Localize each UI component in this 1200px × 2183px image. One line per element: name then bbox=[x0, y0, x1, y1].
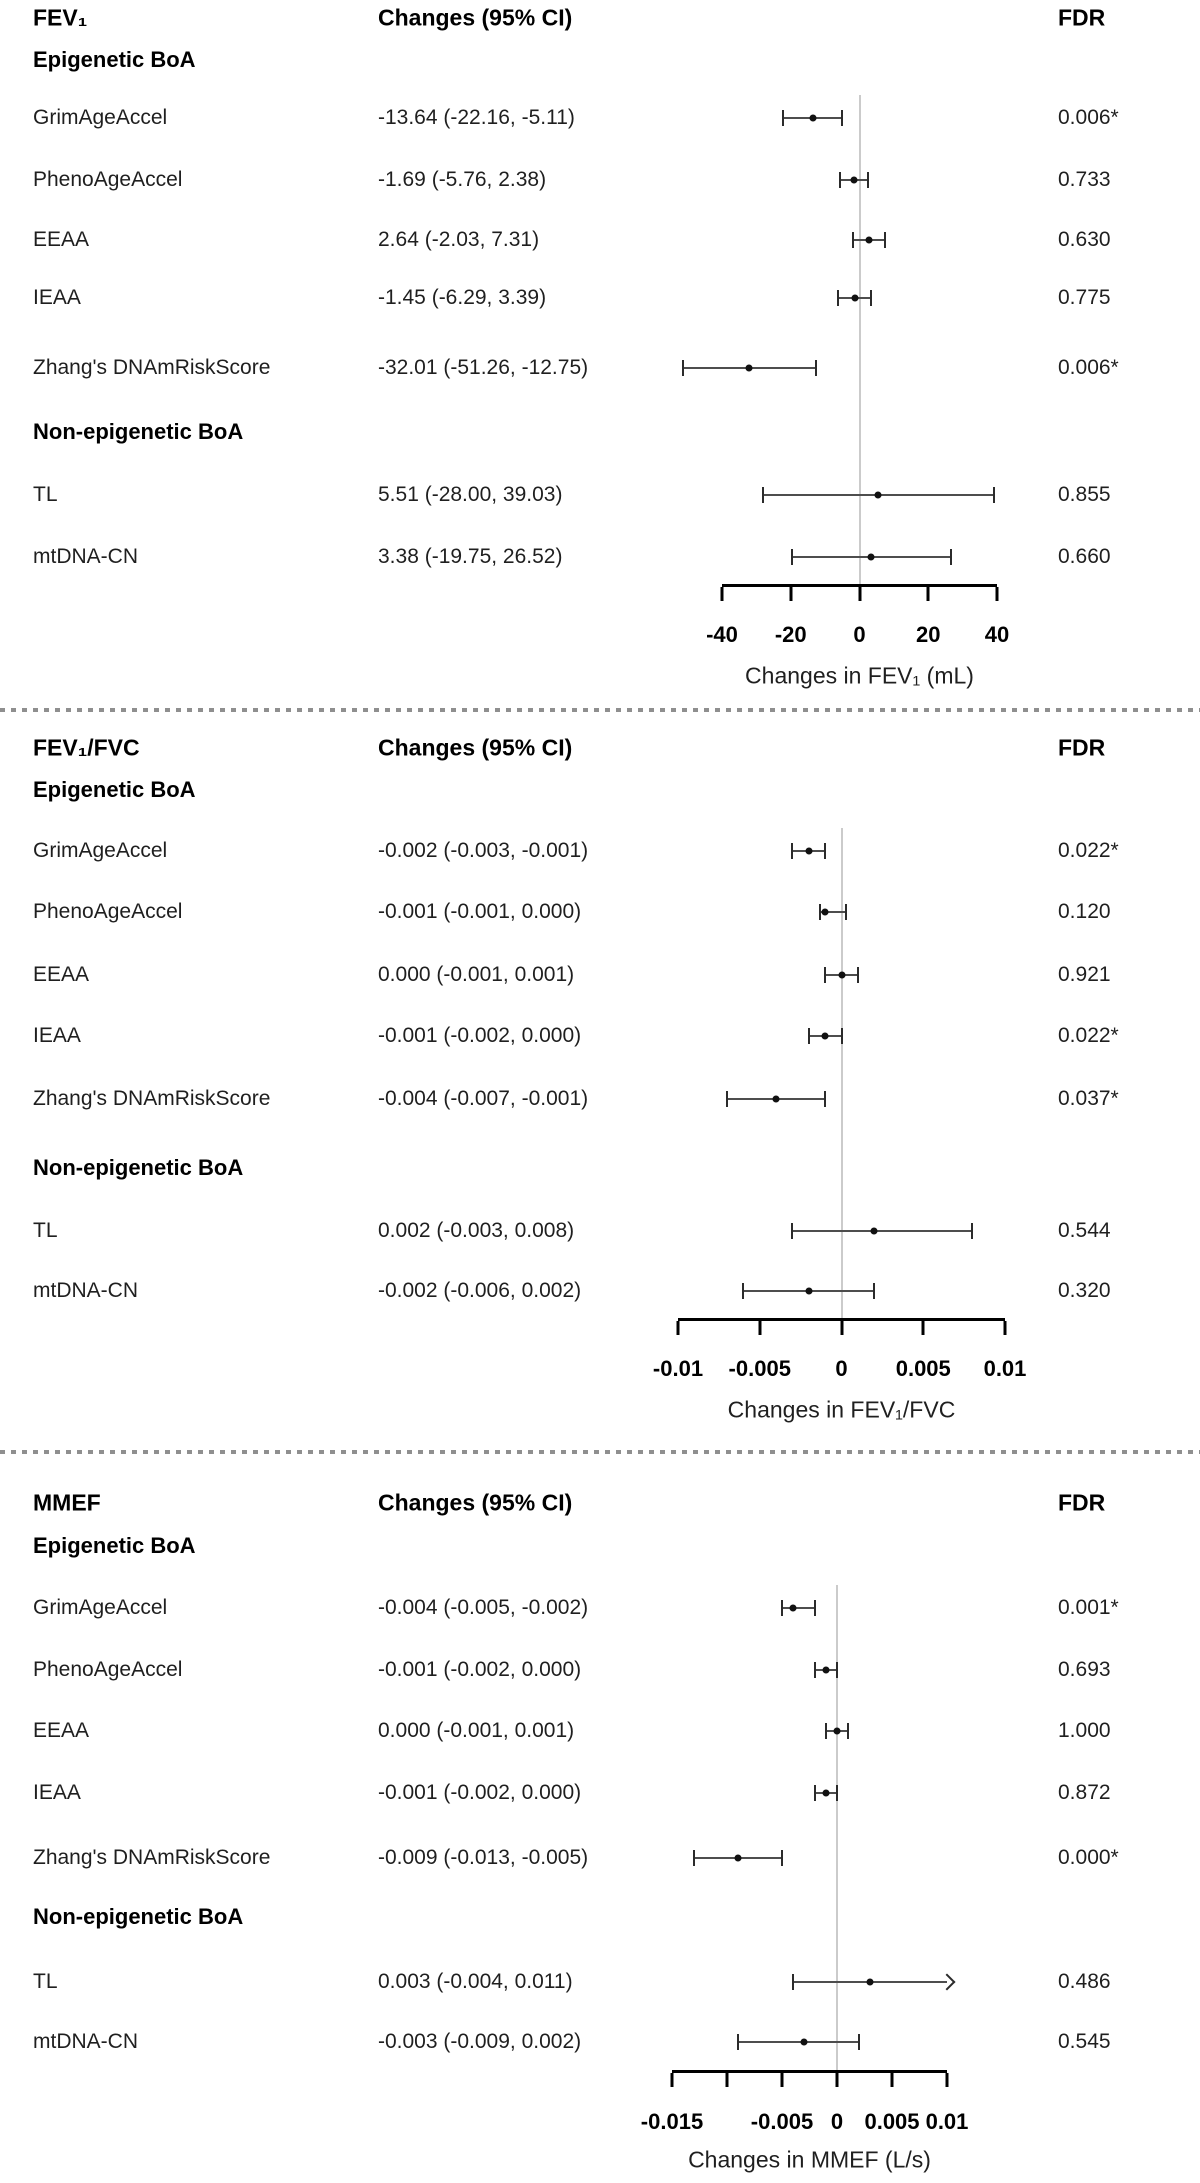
zero-reference-line bbox=[859, 95, 861, 584]
row-ci-text: -1.45 (-6.29, 3.39) bbox=[378, 286, 547, 309]
estimate-marker bbox=[805, 848, 812, 855]
x-axis-tick bbox=[946, 2073, 949, 2087]
x-axis-tick-label: -0.005 bbox=[750, 2109, 814, 2134]
row-fdr-value: 0.120 bbox=[1058, 900, 1111, 923]
panel-divider-2 bbox=[0, 1450, 1200, 1454]
row-label: Zhang's DNAmRiskScore bbox=[33, 356, 271, 379]
ci-cap-low bbox=[852, 232, 854, 248]
panel3-title: MMEF bbox=[33, 1489, 101, 1516]
ci-cap-high bbox=[873, 1283, 875, 1299]
estimate-marker bbox=[805, 1288, 812, 1295]
x-axis-tick bbox=[858, 587, 861, 601]
ci-cap-low bbox=[792, 1974, 794, 1990]
zero-reference-line bbox=[841, 828, 843, 1318]
estimate-marker bbox=[850, 177, 857, 184]
panel2-changes-header: Changes (95% CI) bbox=[378, 734, 573, 761]
row-fdr-value: 0.001* bbox=[1058, 1596, 1119, 1619]
ci-whisker bbox=[738, 2041, 859, 2043]
zero-reference-line bbox=[836, 1585, 838, 2070]
row-ci-text: -0.004 (-0.007, -0.001) bbox=[378, 1087, 589, 1110]
ci-cap-high bbox=[836, 1785, 838, 1801]
row-label: IEAA bbox=[33, 286, 81, 309]
x-axis-title: Changes in FEV₁/FVC bbox=[727, 1396, 956, 1423]
row-ci-text: -13.64 (-22.16, -5.11) bbox=[378, 106, 575, 129]
row-label: TL bbox=[33, 483, 58, 506]
x-axis-title: Changes in FEV₁ (mL) bbox=[745, 662, 974, 689]
x-axis-tick bbox=[836, 2073, 839, 2087]
row-fdr-value: 0.733 bbox=[1058, 168, 1111, 191]
panel2-fdr-header: FDR bbox=[1058, 734, 1106, 761]
ci-cap-high bbox=[845, 904, 847, 920]
x-axis-tick-label: 0 bbox=[853, 622, 866, 647]
row-ci-text: -0.001 (-0.002, 0.000) bbox=[378, 1781, 582, 1804]
ci-cap-high bbox=[815, 360, 817, 376]
ci-cap-high bbox=[971, 1223, 973, 1239]
ci-cap-high bbox=[814, 1600, 816, 1616]
row-label: EEAA bbox=[33, 1719, 90, 1742]
row-ci-text: -0.002 (-0.003, -0.001) bbox=[378, 839, 589, 862]
ci-cap-low bbox=[726, 1091, 728, 1107]
ci-arrow-high bbox=[939, 1974, 956, 1991]
row-ci-text: -0.001 (-0.001, 0.000) bbox=[378, 900, 582, 923]
ci-whisker bbox=[792, 1230, 972, 1232]
x-axis-tick bbox=[758, 1321, 761, 1335]
panel-divider-1 bbox=[0, 708, 1200, 712]
x-axis-tick-label: -0.005 bbox=[728, 1356, 791, 1381]
ci-cap-high bbox=[836, 1662, 838, 1678]
panel1-section-non-epigenetic: Non-epigenetic BoA bbox=[33, 419, 244, 444]
x-axis-tick-label: 0.005 bbox=[864, 2109, 920, 2134]
row-fdr-value: 0.660 bbox=[1058, 545, 1111, 568]
ci-cap-high bbox=[858, 2034, 860, 2050]
ci-cap-low bbox=[837, 290, 839, 306]
x-axis-tick bbox=[677, 1321, 680, 1335]
row-label: mtDNA-CN bbox=[33, 1279, 138, 1302]
x-axis-tick-label: 40 bbox=[984, 622, 1010, 647]
panel3-fdr-header: FDR bbox=[1058, 1489, 1106, 1516]
ci-cap-high bbox=[841, 110, 843, 126]
panel2-title: FEV₁/FVC bbox=[33, 734, 140, 761]
ci-cap-low bbox=[824, 967, 826, 983]
panel3-section-non-epigenetic: Non-epigenetic BoA bbox=[33, 1904, 244, 1929]
x-axis-tick bbox=[721, 587, 724, 601]
row-label: TL bbox=[33, 1970, 58, 1993]
ci-cap-low bbox=[682, 360, 684, 376]
x-axis-tick bbox=[927, 587, 930, 601]
panel3-changes-header: Changes (95% CI) bbox=[378, 1489, 573, 1516]
estimate-marker bbox=[834, 1728, 841, 1735]
row-fdr-value: 0.630 bbox=[1058, 228, 1111, 251]
ci-cap-high bbox=[781, 1850, 783, 1866]
row-ci-text: 0.002 (-0.003, 0.008) bbox=[378, 1219, 575, 1242]
ci-cap-high bbox=[950, 549, 952, 565]
x-axis-tick bbox=[922, 1321, 925, 1335]
row-fdr-value: 0.000* bbox=[1058, 1846, 1119, 1869]
estimate-marker bbox=[838, 972, 845, 979]
panel1-changes-header: Changes (95% CI) bbox=[378, 4, 573, 31]
x-axis-tick-label: 0.01 bbox=[983, 1356, 1027, 1381]
ci-cap-low bbox=[737, 2034, 739, 2050]
row-ci-text: 0.000 (-0.001, 0.001) bbox=[378, 1719, 575, 1742]
row-ci-text: -0.001 (-0.002, 0.000) bbox=[378, 1024, 582, 1047]
ci-cap-low bbox=[839, 172, 841, 188]
panel2-section-non-epigenetic: Non-epigenetic BoA bbox=[33, 1155, 244, 1180]
ci-cap-high bbox=[857, 967, 859, 983]
x-axis-tick bbox=[726, 2073, 729, 2087]
ci-cap-high bbox=[824, 1091, 826, 1107]
row-fdr-value: 0.855 bbox=[1058, 483, 1111, 506]
row-label: EEAA bbox=[33, 228, 90, 251]
x-axis-tick bbox=[840, 1321, 843, 1335]
row-fdr-value: 0.037* bbox=[1058, 1087, 1119, 1110]
row-label: TL bbox=[33, 1219, 58, 1242]
x-axis-tick bbox=[789, 587, 792, 601]
row-ci-text: 0.000 (-0.001, 0.001) bbox=[378, 963, 575, 986]
ci-cap-high bbox=[847, 1723, 849, 1739]
row-fdr-value: 0.486 bbox=[1058, 1970, 1111, 1993]
row-label: PhenoAgeAccel bbox=[33, 1658, 183, 1681]
x-axis-tick bbox=[671, 2073, 674, 2087]
row-ci-text: -0.009 (-0.013, -0.005) bbox=[378, 1846, 589, 1869]
row-label: mtDNA-CN bbox=[33, 2030, 138, 2053]
x-axis-tick-label: -20 bbox=[774, 622, 807, 647]
ci-cap-low bbox=[781, 1600, 783, 1616]
estimate-marker bbox=[867, 1979, 874, 1986]
row-fdr-value: 0.022* bbox=[1058, 839, 1119, 862]
ci-cap-low bbox=[814, 1785, 816, 1801]
estimate-marker bbox=[871, 1228, 878, 1235]
panel2-section-epigenetic: Epigenetic BoA bbox=[33, 777, 196, 802]
row-label: PhenoAgeAccel bbox=[33, 168, 183, 191]
row-ci-text: -0.003 (-0.009, 0.002) bbox=[378, 2030, 582, 2053]
row-fdr-value: 0.544 bbox=[1058, 1219, 1111, 1242]
row-label: GrimAgeAccel bbox=[33, 839, 168, 862]
row-fdr-value: 0.545 bbox=[1058, 2030, 1111, 2053]
ci-cap-high bbox=[867, 172, 869, 188]
estimate-marker bbox=[868, 554, 875, 561]
panel1-title: FEV₁ bbox=[33, 4, 88, 31]
row-label: IEAA bbox=[33, 1781, 81, 1804]
x-axis-tick-label: 0 bbox=[830, 2109, 844, 2134]
row-label: Zhang's DNAmRiskScore bbox=[33, 1087, 271, 1110]
x-axis-tick-label: 0 bbox=[835, 1356, 848, 1381]
row-label: IEAA bbox=[33, 1024, 81, 1047]
row-ci-text: 3.38 (-19.75, 26.52) bbox=[378, 545, 563, 568]
estimate-marker bbox=[822, 909, 829, 916]
ci-cap-low bbox=[693, 1850, 695, 1866]
row-ci-text: 0.003 (-0.004, 0.011) bbox=[378, 1970, 573, 1993]
row-ci-text: 5.51 (-28.00, 39.03) bbox=[378, 483, 563, 506]
x-axis-tick bbox=[891, 2073, 894, 2087]
panel1-fdr-header: FDR bbox=[1058, 4, 1106, 31]
x-axis-tick-label: 0.01 bbox=[925, 2109, 969, 2134]
x-axis-line bbox=[672, 2070, 947, 2073]
row-ci-text: -32.01 (-51.26, -12.75) bbox=[378, 356, 589, 379]
x-axis-tick bbox=[1004, 1321, 1007, 1335]
estimate-marker bbox=[801, 2039, 808, 2046]
estimate-marker bbox=[773, 1096, 780, 1103]
row-fdr-value: 0.320 bbox=[1058, 1279, 1111, 1302]
x-axis-tick-label: -0.015 bbox=[640, 2109, 704, 2134]
row-fdr-value: 1.000 bbox=[1058, 1719, 1111, 1742]
estimate-marker bbox=[746, 365, 753, 372]
row-fdr-value: 0.693 bbox=[1058, 1658, 1111, 1681]
ci-cap-low bbox=[791, 549, 793, 565]
row-label: PhenoAgeAccel bbox=[33, 900, 183, 923]
ci-cap-high bbox=[993, 487, 995, 503]
estimate-marker bbox=[809, 115, 816, 122]
row-label: GrimAgeAccel bbox=[33, 1596, 168, 1619]
row-ci-text: -0.004 (-0.005, -0.002) bbox=[378, 1596, 589, 1619]
panel3-section-epigenetic: Epigenetic BoA bbox=[33, 1533, 196, 1558]
estimate-marker bbox=[822, 1033, 829, 1040]
row-fdr-value: 0.775 bbox=[1058, 286, 1111, 309]
row-ci-text: 2.64 (-2.03, 7.31) bbox=[378, 228, 540, 251]
x-axis-tick-label: 0.005 bbox=[895, 1356, 951, 1381]
ci-cap-low bbox=[791, 1223, 793, 1239]
row-ci-text: -0.001 (-0.002, 0.000) bbox=[378, 1658, 582, 1681]
x-axis-tick-label: 20 bbox=[916, 622, 941, 647]
row-fdr-value: 0.022* bbox=[1058, 1024, 1119, 1047]
row-ci-text: -0.002 (-0.006, 0.002) bbox=[378, 1279, 582, 1302]
ci-cap-high bbox=[870, 290, 872, 306]
row-label: Zhang's DNAmRiskScore bbox=[33, 1846, 271, 1869]
estimate-marker bbox=[875, 492, 882, 499]
row-label: GrimAgeAccel bbox=[33, 106, 168, 129]
x-axis-tick-label: -40 bbox=[706, 622, 738, 647]
row-ci-text: -1.69 (-5.76, 2.38) bbox=[378, 168, 547, 191]
ci-whisker bbox=[782, 1607, 815, 1609]
ci-cap-low bbox=[825, 1723, 827, 1739]
ci-cap-high bbox=[824, 843, 826, 859]
estimate-marker bbox=[823, 1667, 830, 1674]
row-label: mtDNA-CN bbox=[33, 545, 138, 568]
row-fdr-value: 0.006* bbox=[1058, 106, 1119, 129]
estimate-marker bbox=[735, 1855, 742, 1862]
panel1-section-epigenetic: Epigenetic BoA bbox=[33, 47, 196, 72]
ci-cap-low bbox=[808, 1028, 810, 1044]
estimate-marker bbox=[865, 237, 872, 244]
estimate-marker bbox=[823, 1790, 830, 1797]
x-axis-title: Changes in MMEF (L/s) bbox=[688, 2146, 931, 2173]
x-axis-tick bbox=[996, 587, 999, 601]
ci-cap-high bbox=[841, 1028, 843, 1044]
ci-cap-low bbox=[742, 1283, 744, 1299]
ci-cap-low bbox=[814, 1662, 816, 1678]
row-fdr-value: 0.872 bbox=[1058, 1781, 1111, 1804]
row-label: EEAA bbox=[33, 963, 90, 986]
ci-cap-low bbox=[762, 487, 764, 503]
row-fdr-value: 0.006* bbox=[1058, 356, 1119, 379]
row-fdr-value: 0.921 bbox=[1058, 963, 1111, 986]
ci-cap-high bbox=[884, 232, 886, 248]
ci-cap-low bbox=[782, 110, 784, 126]
estimate-marker bbox=[851, 295, 858, 302]
x-axis-tick-label: -0.01 bbox=[652, 1356, 704, 1381]
x-axis-tick bbox=[781, 2073, 784, 2087]
estimate-marker bbox=[790, 1605, 797, 1612]
ci-cap-low bbox=[791, 843, 793, 859]
